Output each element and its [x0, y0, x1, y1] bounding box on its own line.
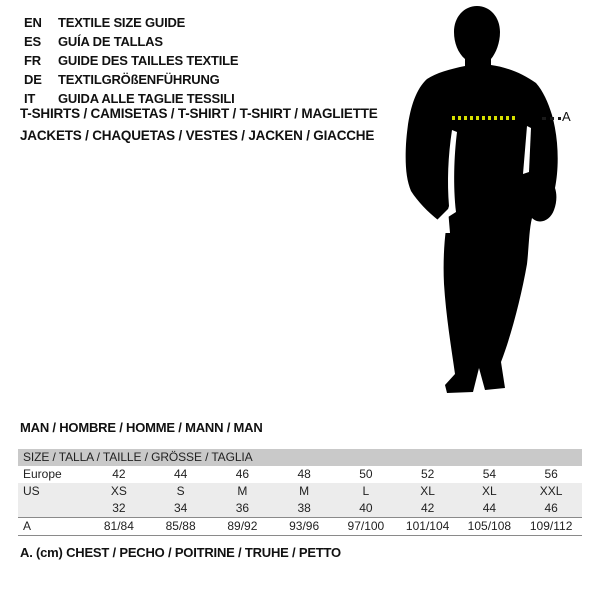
garment-line-jackets: JACKETS / CHAQUETAS / VESTES / JACKEN / GIACCHE: [20, 128, 375, 143]
language-row-fr: [24, 51, 238, 70]
table-cell: 32: [112, 501, 126, 515]
table-cell: 34: [173, 501, 188, 515]
language-row-en: [24, 13, 238, 32]
table-cell: 109/112: [529, 519, 573, 533]
table-cell: 89/92: [227, 519, 258, 533]
garment-line-tshirts: T-SHIRTS / CAMISETAS / T-SHIRT / T-SHIRT / MAGLIETTE: [20, 106, 378, 121]
table-cell: 46: [544, 501, 558, 515]
language-code: FR: [24, 53, 41, 68]
table-cell: 38: [297, 501, 311, 515]
table-cell: L: [362, 484, 370, 498]
table-cell: 85/88: [165, 519, 196, 533]
language-label: GUÍA DE TALLAS: [58, 34, 163, 49]
table-cell: 54: [482, 467, 497, 481]
table-cell: XXL: [539, 484, 563, 498]
table-cell: 46: [235, 467, 250, 481]
table-cell: 36: [235, 501, 250, 515]
row-label: A: [23, 519, 32, 533]
table-cell: 42: [420, 501, 435, 515]
language-code: IT: [24, 91, 36, 106]
table-cell: 101/104: [405, 519, 450, 533]
table-cell: 97/100: [347, 519, 385, 533]
table-cell: 52: [420, 467, 435, 481]
table-row-us: [18, 483, 582, 500]
language-label: GUIDA ALLE TAGLIE TESSILI: [58, 91, 235, 106]
table-row-chest-a: [18, 517, 582, 536]
row-label: [18, 500, 88, 517]
table-row-europe: [18, 466, 582, 483]
table-cell: 105/108: [467, 519, 512, 533]
measure-label-a: A: [562, 109, 571, 124]
language-code: ES: [24, 34, 41, 49]
man-silhouette-svg: [403, 6, 573, 396]
table-cell: 93/96: [289, 519, 320, 533]
table-cell: S: [176, 484, 185, 498]
language-label: TEXTILE SIZE GUIDE: [58, 15, 186, 30]
table-cell: 44: [173, 467, 188, 481]
section-title-man: MAN / HOMBRE / HOMME / MANN / MAN: [20, 420, 263, 435]
language-label: GUIDE DES TAILLES TEXTILE: [58, 53, 239, 68]
chest-measure-leader-dashes: [542, 117, 561, 120]
row-label: Europe: [23, 467, 62, 481]
footnote-chest-legend: A. (cm) CHEST / PECHO / POITRINE / TRUHE / PETTO: [20, 545, 341, 560]
row-label: US: [23, 484, 40, 498]
table-cell: 48: [297, 467, 311, 481]
language-row-es: [24, 32, 238, 51]
table-cell: 42: [112, 467, 126, 481]
language-list: [24, 13, 238, 108]
man-silhouette-body: [406, 6, 558, 393]
language-row-de: [24, 70, 238, 89]
table-cell: XS: [110, 484, 127, 498]
size-table-header: SIZE / TALLA / TAILLE / GRÖSSE / TAGLIA: [18, 449, 582, 466]
language-label: TEXTILGRÖßENFÜHRUNG: [58, 72, 220, 87]
garment-types: [20, 103, 378, 147]
table-cell: 44: [482, 501, 497, 515]
table-row-numeric: [18, 500, 582, 517]
chest-measure-dotted-line: [452, 116, 517, 120]
man-silhouette-figure: [403, 6, 573, 396]
table-cell: XL: [482, 484, 497, 498]
size-table: [18, 449, 582, 536]
table-cell: 40: [359, 501, 373, 515]
language-code: DE: [24, 72, 42, 87]
language-code: EN: [24, 15, 42, 30]
table-cell: 56: [544, 467, 558, 481]
table-cell: XL: [420, 484, 435, 498]
table-cell: 50: [359, 467, 373, 481]
table-cell: M: [237, 484, 248, 498]
table-cell: M: [299, 484, 310, 498]
table-cell: 81/84: [103, 519, 134, 533]
